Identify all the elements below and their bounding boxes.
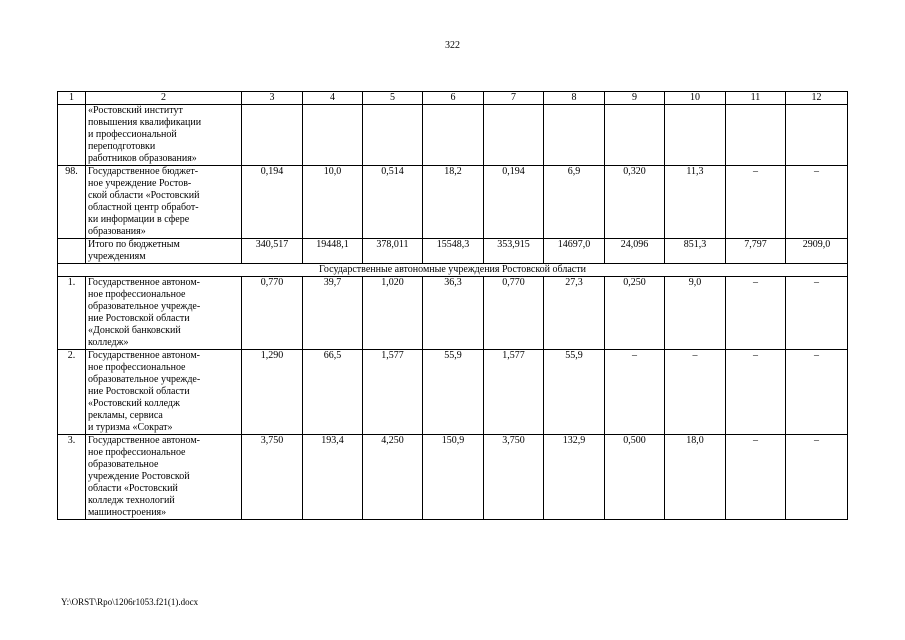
value-cell: 1,577 — [363, 350, 423, 435]
value-cell: 6,9 — [544, 166, 605, 239]
value-cell: 14697,0 — [544, 239, 605, 264]
name-line: «Ростовский колледж — [88, 398, 180, 409]
header-cell: 11 — [726, 92, 786, 105]
value-cell: 0,250 — [605, 277, 665, 350]
value-cell: 24,096 — [605, 239, 665, 264]
name-line: ное профессиональное — [88, 447, 186, 458]
value-cell: 36,3 — [423, 277, 484, 350]
header-cell: 8 — [544, 92, 605, 105]
name-line: Государственное автоном- — [88, 277, 200, 288]
name-line: повышения квалификации — [88, 117, 202, 128]
name-line: учреждениям — [88, 251, 146, 262]
name-line: Итого по бюджетным — [88, 239, 180, 250]
value-cell: 4,250 — [363, 435, 423, 520]
name-line: ное профессиональное — [88, 362, 186, 373]
header-cell: 10 — [665, 92, 726, 105]
value-cell: 0,194 — [484, 166, 544, 239]
name-line: образовательное — [88, 459, 159, 470]
value-cell: – — [726, 435, 786, 520]
institution-name — [86, 239, 242, 264]
institution-name — [86, 277, 242, 350]
header-cell: 6 — [423, 92, 484, 105]
row-number: 1. — [58, 277, 86, 350]
name-line: областной центр обработ- — [88, 202, 199, 213]
header-cell: 1 — [58, 92, 86, 105]
value-cell — [303, 105, 363, 166]
value-cell — [484, 105, 544, 166]
value-cell — [242, 105, 303, 166]
table-row — [58, 239, 848, 264]
name-line: ное учреждение Ростов- — [88, 178, 192, 189]
name-line: Государственное бюджет- — [88, 166, 199, 177]
table-row — [58, 166, 848, 239]
section-row — [58, 264, 848, 277]
value-cell: 1,290 — [242, 350, 303, 435]
header-cell: 2 — [86, 92, 242, 105]
value-cell: 3,750 — [484, 435, 544, 520]
value-cell: 0,320 — [605, 166, 665, 239]
header-cell: 4 — [303, 92, 363, 105]
value-cell: 2909,0 — [786, 239, 848, 264]
value-cell: 27,3 — [544, 277, 605, 350]
file-path-footer: Y:\ORST\Rpo\1206r1053.f21(1).docx — [61, 597, 199, 607]
name-line: рекламы, сервиса — [88, 410, 163, 421]
value-cell — [726, 105, 786, 166]
name-line: образовательное учрежде- — [88, 301, 201, 312]
header-cell: 12 — [786, 92, 848, 105]
value-cell: 0,500 — [605, 435, 665, 520]
header-cell: 3 — [242, 92, 303, 105]
value-cell: 0,514 — [363, 166, 423, 239]
name-line: ки информации в сфере — [88, 214, 190, 225]
value-cell — [786, 105, 848, 166]
institution-name — [86, 350, 242, 435]
name-line: колледж» — [88, 337, 129, 348]
value-cell: 19448,1 — [303, 239, 363, 264]
value-cell: 193,4 — [303, 435, 363, 520]
value-cell: 7,797 — [726, 239, 786, 264]
name-line: Государственное автоном- — [88, 350, 200, 361]
row-number: 2. — [58, 350, 86, 435]
value-cell: 15548,3 — [423, 239, 484, 264]
page-number: 322 — [445, 40, 460, 51]
value-cell: – — [726, 166, 786, 239]
value-cell: 10,0 — [303, 166, 363, 239]
row-number: 3. — [58, 435, 86, 520]
value-cell — [605, 105, 665, 166]
value-cell: 0,770 — [484, 277, 544, 350]
table-row — [58, 435, 848, 520]
value-cell: 0,770 — [242, 277, 303, 350]
value-cell: – — [786, 435, 848, 520]
value-cell — [423, 105, 484, 166]
name-line: учреждение Ростовской — [88, 471, 190, 482]
name-line: ской области «Ростовский — [88, 190, 200, 201]
value-cell: – — [726, 277, 786, 350]
name-line: и профессиональной — [88, 129, 177, 140]
table-row — [58, 350, 848, 435]
value-cell: 353,915 — [484, 239, 544, 264]
name-line: Государственное автоном- — [88, 435, 200, 446]
name-line: образовательное учрежде- — [88, 374, 201, 385]
header-row — [58, 92, 848, 105]
name-line: машиностроения» — [88, 507, 167, 518]
value-cell: 39,7 — [303, 277, 363, 350]
name-line: области «Ростовский — [88, 483, 178, 494]
institution-name — [86, 166, 242, 239]
institution-name — [86, 435, 242, 520]
section-title: Государственные автономные учреждения Ростовской области — [58, 264, 848, 277]
row-number — [58, 105, 86, 166]
header-cell: 7 — [484, 92, 544, 105]
value-cell: 1,020 — [363, 277, 423, 350]
value-cell: 0,194 — [242, 166, 303, 239]
name-line: ние Ростовской области — [88, 313, 190, 324]
value-cell: 11,3 — [665, 166, 726, 239]
value-cell: 55,9 — [423, 350, 484, 435]
value-cell: 150,9 — [423, 435, 484, 520]
value-cell: – — [605, 350, 665, 435]
value-cell: 9,0 — [665, 277, 726, 350]
value-cell: – — [786, 350, 848, 435]
value-cell: 132,9 — [544, 435, 605, 520]
value-cell — [363, 105, 423, 166]
budget-table — [57, 91, 848, 520]
value-cell — [665, 105, 726, 166]
name-line: образования» — [88, 226, 146, 237]
value-cell: 851,3 — [665, 239, 726, 264]
row-number — [58, 239, 86, 264]
name-line: колледж технологий — [88, 495, 175, 506]
value-cell: 18,0 — [665, 435, 726, 520]
name-line: ние Ростовской области — [88, 386, 190, 397]
header-cell: 5 — [363, 92, 423, 105]
value-cell: 378,011 — [363, 239, 423, 264]
value-cell: – — [726, 350, 786, 435]
institution-name — [86, 105, 242, 166]
value-cell: 1,577 — [484, 350, 544, 435]
value-cell: – — [665, 350, 726, 435]
row-number: 98. — [58, 166, 86, 239]
value-cell: 66,5 — [303, 350, 363, 435]
value-cell: 340,517 — [242, 239, 303, 264]
value-cell: 3,750 — [242, 435, 303, 520]
name-line: переподготовки — [88, 141, 156, 152]
value-cell: 55,9 — [544, 350, 605, 435]
name-line: ное профессиональное — [88, 289, 186, 300]
name-line: «Донской банковский — [88, 325, 181, 336]
table-row — [58, 277, 848, 350]
value-cell — [544, 105, 605, 166]
table-body — [58, 92, 848, 520]
name-line: и туризма «Сократ» — [88, 422, 173, 433]
header-cell: 9 — [605, 92, 665, 105]
name-line: работников образования» — [88, 153, 197, 164]
value-cell: – — [786, 166, 848, 239]
value-cell: – — [786, 277, 848, 350]
value-cell: 18,2 — [423, 166, 484, 239]
table-row — [58, 105, 848, 166]
name-line: «Ростовский институт — [88, 105, 183, 116]
